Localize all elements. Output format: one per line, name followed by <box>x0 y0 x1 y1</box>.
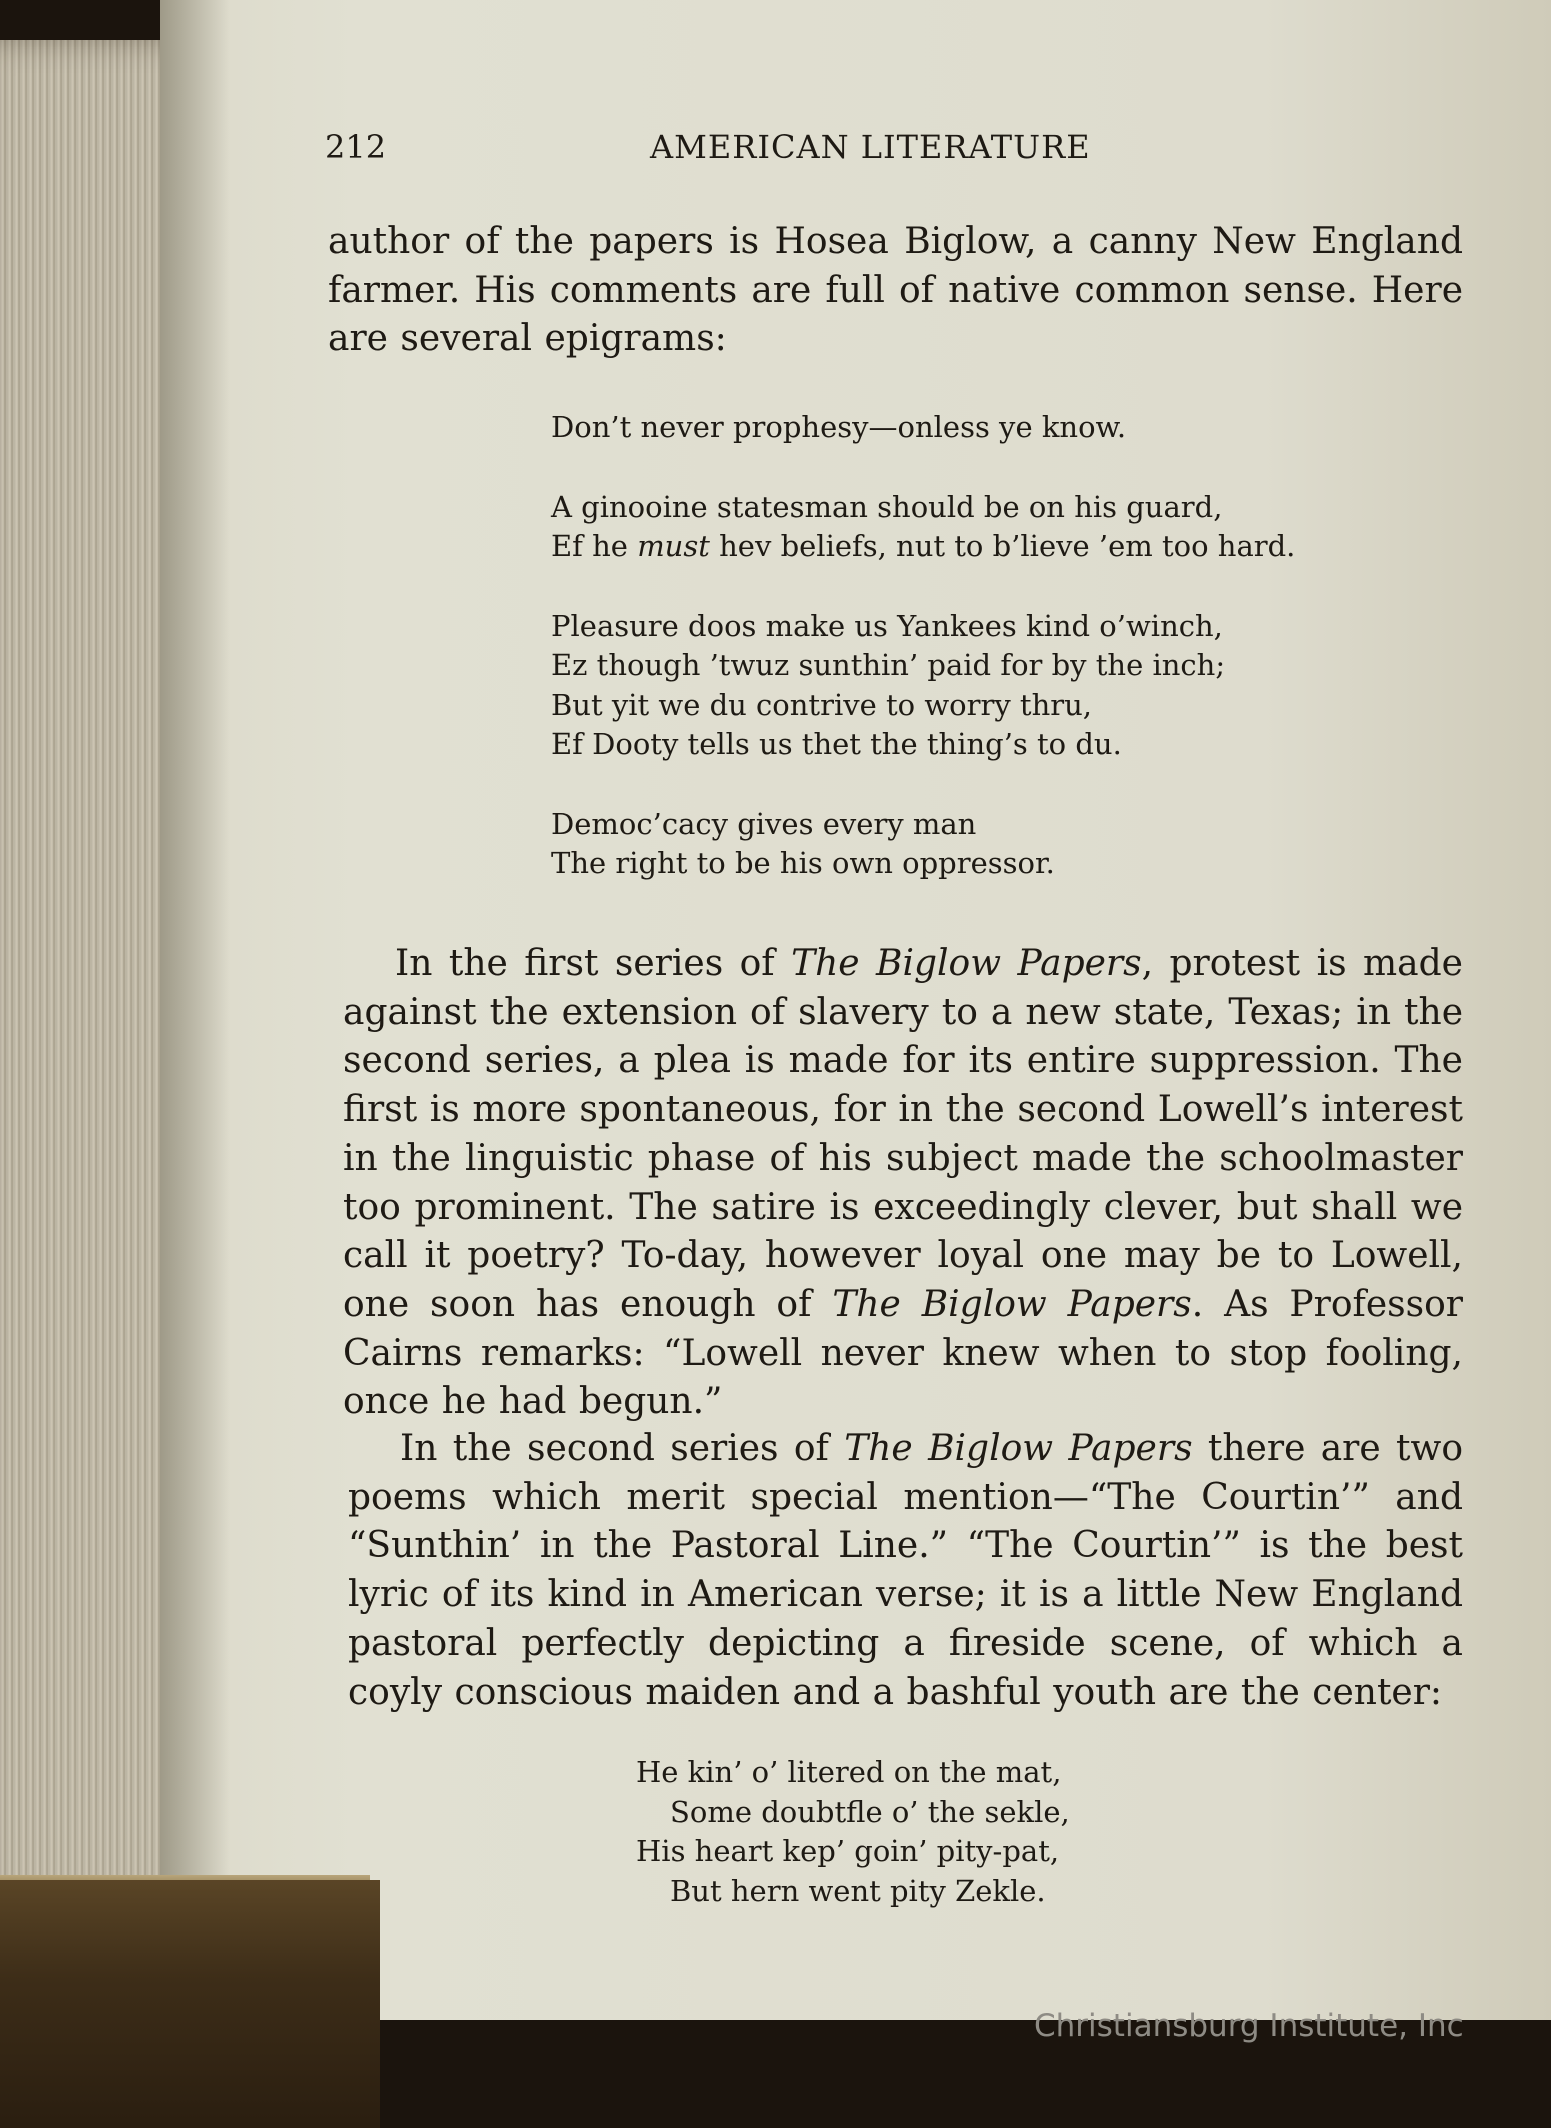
page-header <box>325 128 1465 178</box>
second-series-paragraph <box>348 1425 1463 1717</box>
book-title: The Biglow Papers <box>844 1428 1193 1469</box>
verse-line: But hern went pity Zekle. <box>670 1873 1046 1908</box>
text-segment: , protest is made against the extension of slavery to a new state, Texas; in the second series, a plea is made for its entire suppression. The first is more spontaneous, for in the second Lowell’s interest in the linguistic phase of his subject made the schoolmaster too prominent. The satire is exceedingly clever, but shall we call it poetry? To-day, however loyal one may be to Lowell, one soon has enough of <box>343 943 1463 1325</box>
text-segment: there are two poems which merit special mention—“The Courtin’” and “Sunthin’ in the Pastoral Line.” “The Courtin’” is the best lyric of its kind in American verse; it is a little New England pastoral perfectly depicting a fireside scene, of which a coyly conscious maiden and a bashful youth are the center: <box>348 1428 1463 1713</box>
watermark: Christiansburg Institute, Inc <box>1034 2008 1464 2044</box>
verse-line: The right to be his own oppressor. <box>551 846 1055 880</box>
intro-paragraph: author of the papers is Hosea Biglow, a canny New England farmer. His comments are full of native common sense. Here are several epigrams: <box>328 221 1463 360</box>
page-number: 212 <box>325 128 387 166</box>
verse-line: His heart kep’ goin’ pity-pat, <box>636 1834 1060 1868</box>
text-segment: . As Professor Cairns remarks: “Lowell never knew when to stop fooling, once he had begun.” <box>343 1283 1463 1423</box>
verse-line: Democ’cacy gives every man <box>551 806 977 841</box>
book-cover <box>0 1880 380 2128</box>
first-series-paragraph <box>343 940 1463 1427</box>
verse-line: A ginooine statesman should be on his guard, <box>551 489 1223 524</box>
epigram-2 <box>551 488 1295 567</box>
binding-shadow <box>160 0 230 2020</box>
verse-segment: Ef he <box>551 529 638 563</box>
verse-line: He kin’ o’ litered on the mat, <box>636 1755 1062 1789</box>
verse-line: Don’t never prophesy—onless ye know. <box>551 410 1127 444</box>
epigram-4 <box>551 805 1295 884</box>
verse-line: Pleasure doos make us Yankees kind o’winch, <box>551 608 1223 643</box>
running-head: AMERICAN LITERATURE <box>650 128 1091 166</box>
book-title: The Biglow Papers <box>832 1283 1192 1325</box>
epigram-1 <box>551 408 1295 448</box>
emphasis-must: must <box>637 529 710 563</box>
epigrams-block <box>551 408 1295 924</box>
book-title: The Biglow Papers <box>791 943 1142 984</box>
verse-line: Some doubtfle o’ the sekle, <box>670 1794 1070 1829</box>
verse-line: Ez though ’twuz sunthin’ paid for by the inch; <box>551 648 1226 682</box>
verse-line: But yit we du contrive to worry thru, <box>551 687 1093 722</box>
verse-line: Ef Dooty tells us thet the thing’s to du. <box>551 727 1122 761</box>
verse-segment: hev beliefs, nut to b’lieve ’em too hard. <box>709 529 1296 563</box>
verse-line <box>551 527 1295 567</box>
text-segment: In the second series of <box>400 1428 829 1469</box>
epigram-3 <box>551 607 1295 765</box>
courtin-verse <box>636 1753 1070 1911</box>
text-segment: In the first series of <box>395 943 775 984</box>
